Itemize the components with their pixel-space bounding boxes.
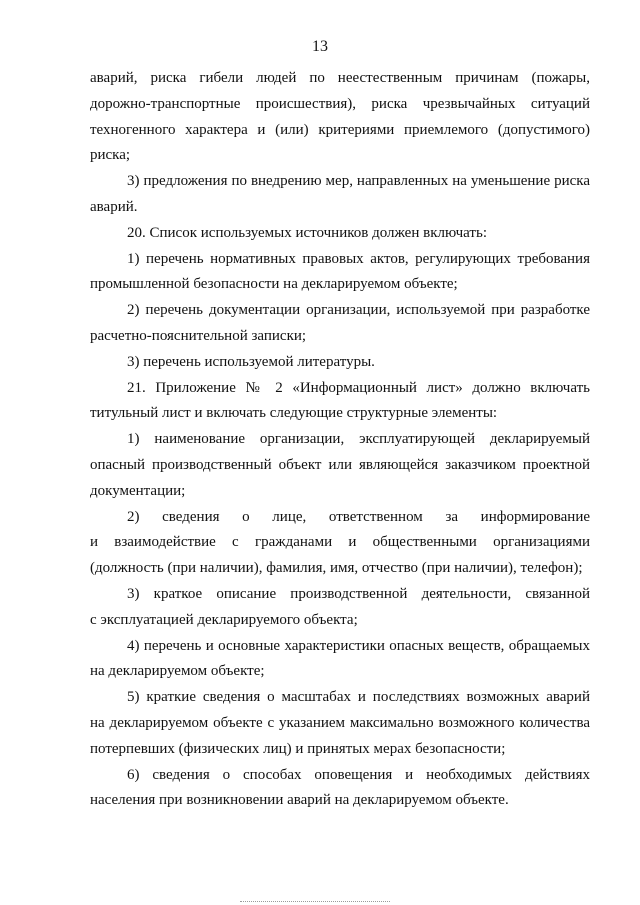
paragraph-p-3-proposals xyxy=(90,169,590,221)
scan-edge-mark xyxy=(240,901,390,903)
paragraph-p-20-3 xyxy=(90,350,590,376)
text-line: с эксплуатацией декларируемого объекта; xyxy=(90,611,358,628)
text-line: 1) наименование организации, эксплуатирующей декларируемый xyxy=(127,431,590,448)
text-line: 3) предложения по внедрению мер, направленных на уменьшение риска xyxy=(127,173,590,190)
paragraph-p-21-1 xyxy=(90,427,590,504)
text-line: документации; xyxy=(90,482,186,499)
text-line: 4) перечень и основные характеристики опасных веществ, обращаемых xyxy=(127,637,590,654)
text-line: аварий, риска гибели людей по неестественным причинам (пожары, xyxy=(90,70,590,86)
text-line: 2) сведения о лице, ответственном за информирование xyxy=(127,508,590,525)
text-line: 20. Список используемых источников должен включать: xyxy=(127,224,487,241)
paragraph-p-20 xyxy=(90,221,590,247)
text-line: и взаимодействие с гражданами и общественными организациями xyxy=(90,534,590,551)
text-line: 3) краткое описание производственной деятельности, связанной xyxy=(127,585,590,602)
text-line: 2) перечень документации организации, используемой при разработке xyxy=(127,302,590,319)
text-line: риска; xyxy=(90,147,131,164)
text-line: 5) краткие сведения о масштабах и последствиях возможных аварий xyxy=(127,689,590,706)
document-body xyxy=(90,66,590,814)
text-line: 1) перечень нормативных правовых актов, регулирующих требования xyxy=(127,250,590,267)
paragraph-p-20-2 xyxy=(90,298,590,350)
text-line: 6) сведения о способах оповещения и необходимых действиях xyxy=(127,766,590,783)
text-line: дорожно-транспортные происшествия), риска чрезвычайных ситуаций xyxy=(90,95,590,112)
paragraph-p-cont xyxy=(90,66,590,169)
paragraph-p-21 xyxy=(90,376,590,428)
text-line: техногенного характера и (или) критериями приемлемого (допустимого) xyxy=(90,121,590,138)
paragraph-p-21-3 xyxy=(90,582,590,634)
text-line: потерпевших (физических лиц) и принятых мерах безопасности; xyxy=(90,740,506,757)
text-line: расчетно-пояснительной записки; xyxy=(90,327,307,344)
text-line: на декларируемом объекте; xyxy=(90,663,265,680)
paragraph-p-21-2 xyxy=(90,505,590,582)
text-line: опасный производственный объект или являющейся заказчиком проектной xyxy=(90,456,590,473)
text-line: титульный лист и включать следующие структурные элементы: xyxy=(90,405,498,422)
text-line: 21. Приложение № 2 «Информационный лист» должно включать xyxy=(127,379,590,396)
paragraph-p-21-4 xyxy=(90,634,590,686)
text-line: на декларируемом объекте с указанием максимально возможного количества xyxy=(90,714,590,731)
text-line: промышленной безопасности на декларируемом объекте; xyxy=(90,276,458,293)
text-line: населения при возникновении аварий на декларируемом объекте. xyxy=(90,792,509,809)
text-line: (должность (при наличии), фамилия, имя, отчество (при наличии), телефон); xyxy=(90,560,583,577)
paragraph-p-21-5 xyxy=(90,685,590,762)
paragraph-p-21-6 xyxy=(90,763,590,815)
text-line: аварий. xyxy=(90,198,138,215)
paragraph-p-20-1 xyxy=(90,247,590,299)
page-number: 13 xyxy=(312,38,328,55)
text-line: 3) перечень используемой литературы. xyxy=(127,353,375,370)
